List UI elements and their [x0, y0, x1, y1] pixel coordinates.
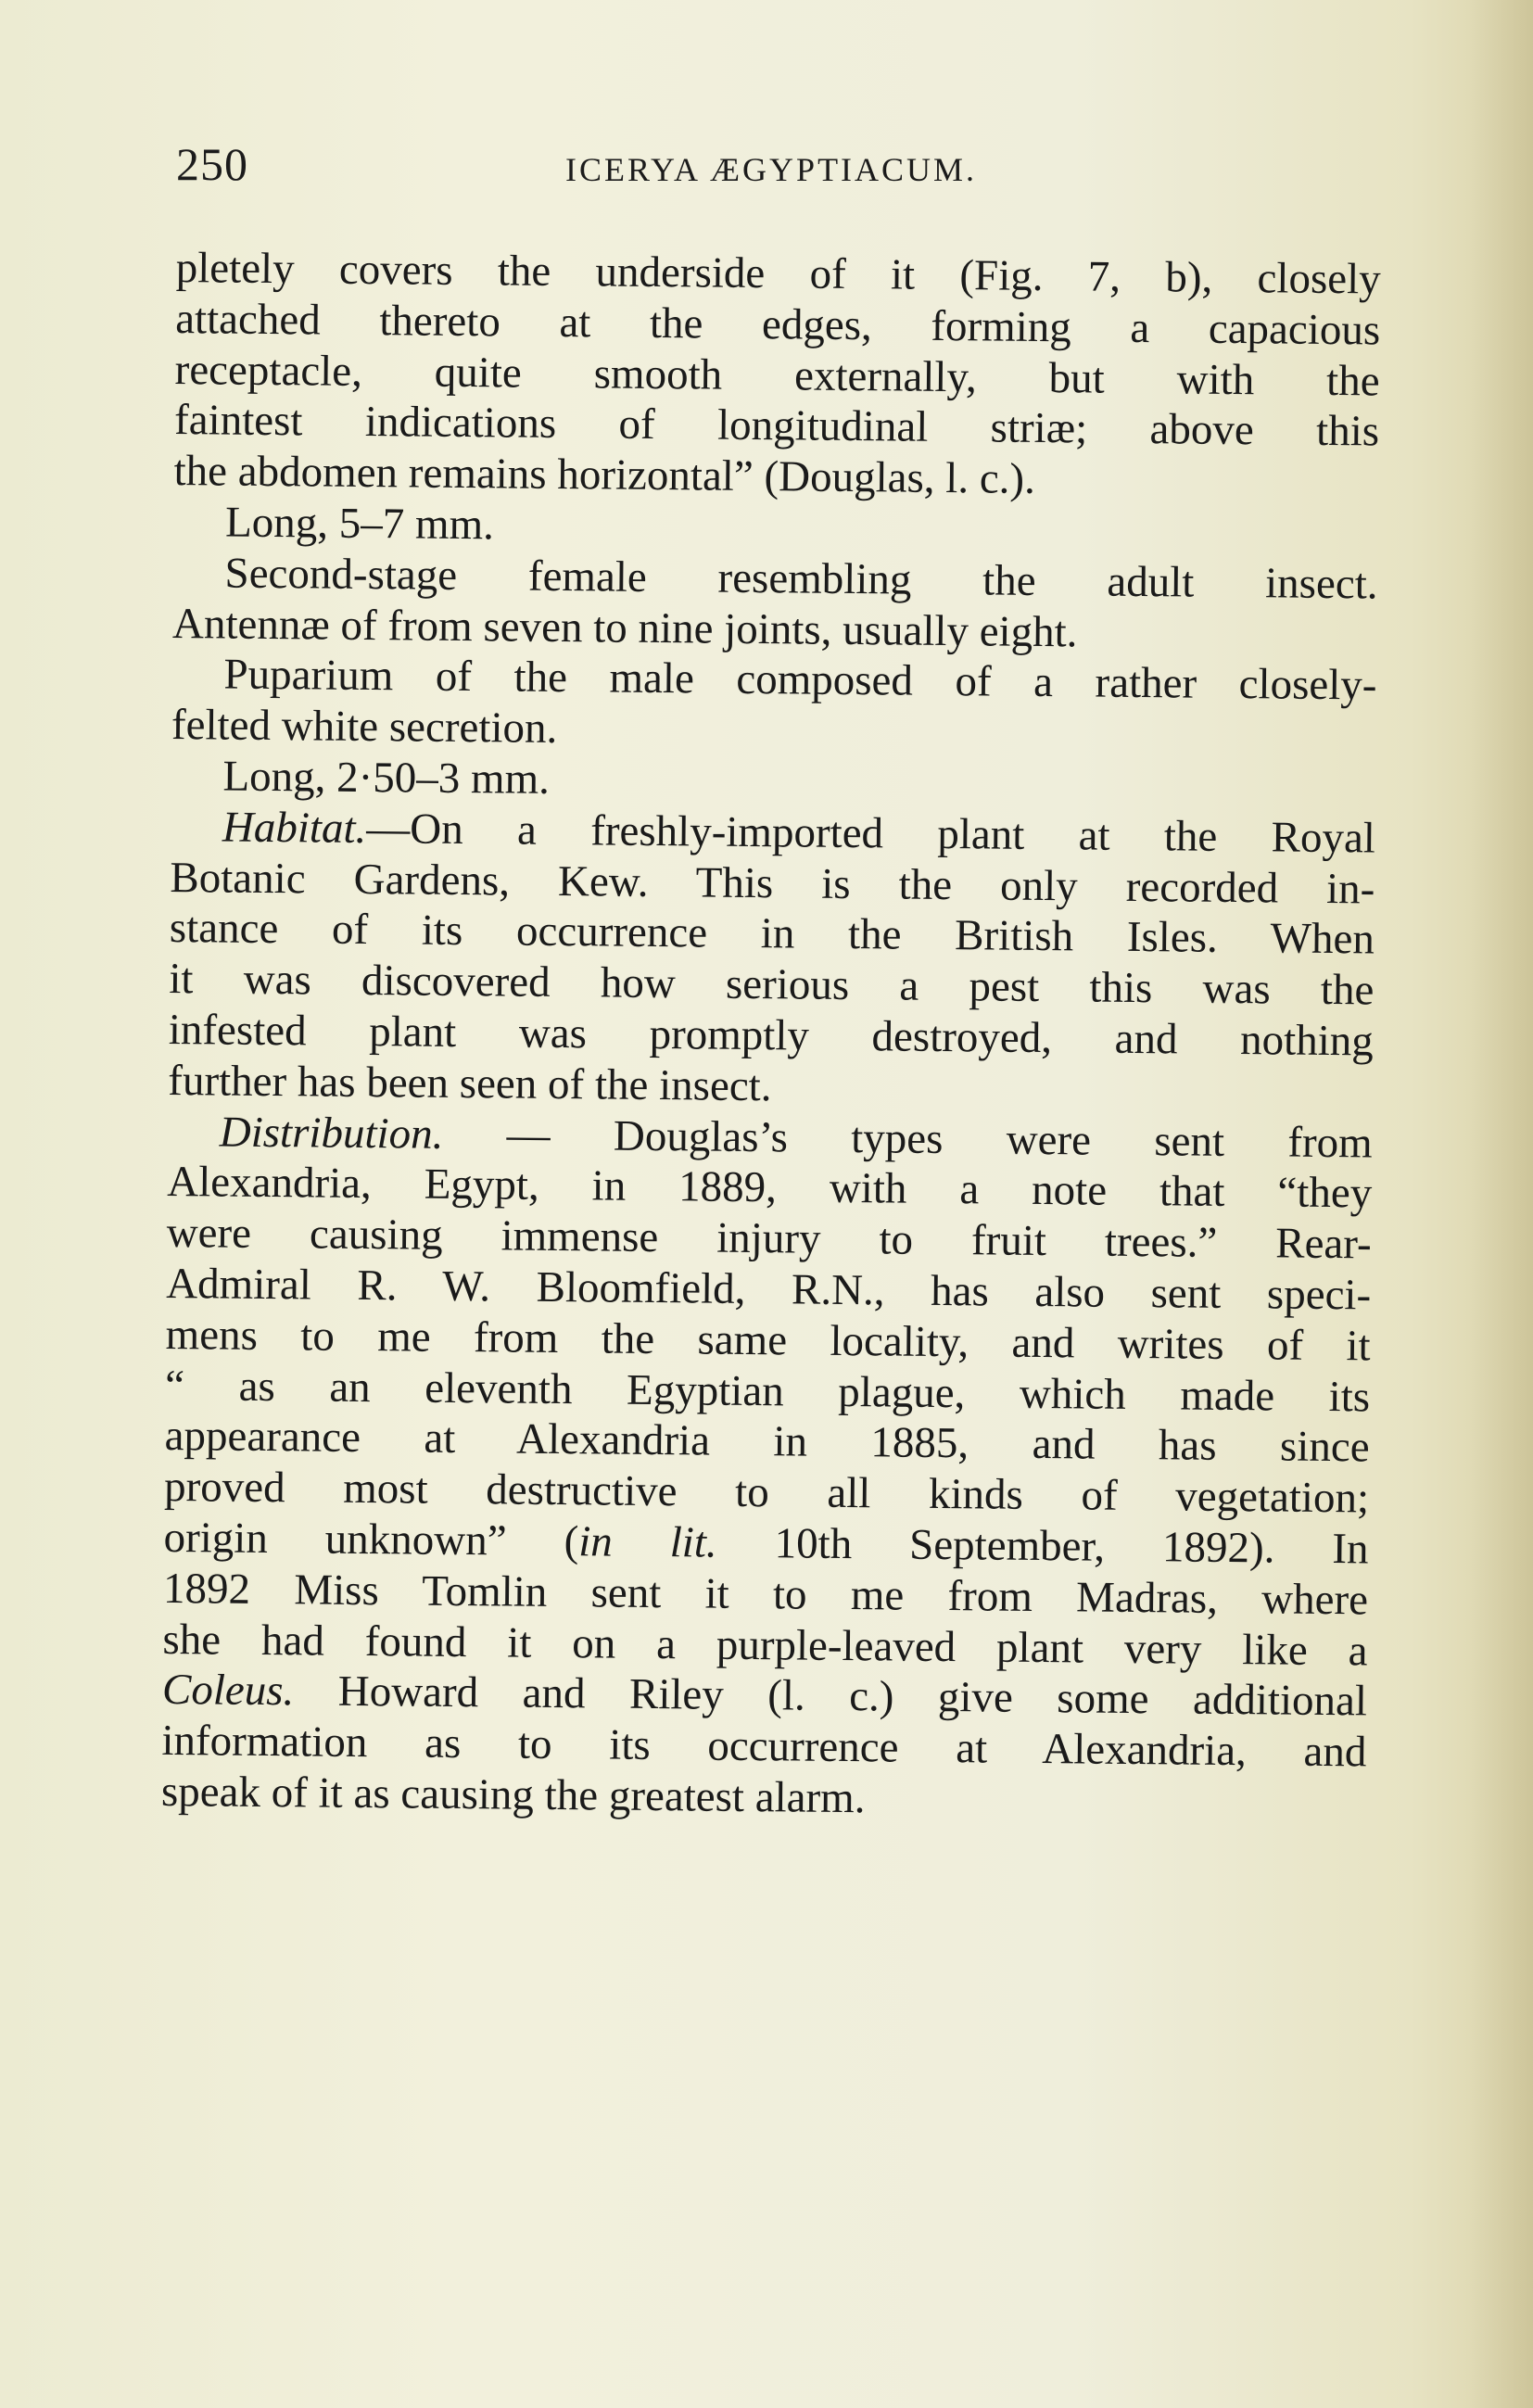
text-line: information as to its occurrence at Alexandria, and [161, 1717, 1367, 1777]
text-line: Antennæ of from seven to nine joints, usually eight. [171, 599, 1078, 656]
coleus-italic: Coleus. [161, 1666, 295, 1716]
origin-line-start: origin unknown” ( [163, 1513, 579, 1566]
text-line: Botanic Gardens, Kew. This is the only recorded in- [170, 853, 1375, 914]
text-line: Alexandria, Egypt, in 1889, with a note that “they [167, 1158, 1373, 1218]
paragraph-distribution [161, 1107, 1373, 1830]
text-line: Long, 5–7 mm. [224, 498, 495, 550]
text-line: faintest indications of longitudinal striæ; above this [173, 396, 1380, 456]
page-number: 250 [176, 138, 248, 190]
text-line: “ as an eleventh Egyptian plague, which made its [164, 1361, 1371, 1421]
text-line: the abdomen remains horizontal” (Douglas, l. c.). [173, 447, 1036, 504]
paragraph-puparium [171, 649, 1377, 762]
text-line: Second-stage female resembling the adult insect. [224, 549, 1378, 609]
running-header [176, 137, 1400, 202]
text-line: appearance at Alexandria in 1885, and has since [164, 1412, 1370, 1472]
text-line: pletely covers the underside of it (Fig. 7, b), closely [175, 243, 1381, 304]
text-line: felted white secretion. [171, 701, 558, 754]
text-line: proved most destructive to all kinds of vegetation; [163, 1463, 1370, 1523]
distribution-first-line: — Douglas’s types were sent from [443, 1109, 1373, 1167]
habitat-first-line: —On a freshly-imported plant at the Royal [366, 804, 1376, 863]
body-text [161, 243, 1381, 1829]
habitat-label: Habitat. [222, 803, 367, 853]
in-lit-italic: in lit. [577, 1517, 717, 1567]
text-line: Long, 2·50–3 mm. [222, 752, 551, 804]
text-line: attached thereto at the edges, forming a capacious [174, 294, 1381, 355]
text-line: Puparium of the male composed of a rather closely- [223, 650, 1377, 710]
text-line: Admiral R. W. Bloomfield, R.N., has also sent speci- [165, 1259, 1372, 1320]
text-line: 1892 Miss Tomlin sent it to me from Madras, where [162, 1564, 1369, 1625]
text-line: were causing immense injury to fruit trees.” Rear- [166, 1209, 1372, 1269]
text-line: further has been seen of the insect. [168, 1056, 772, 1110]
text-line: stance of its occurrence in the British Isles. When [169, 904, 1375, 964]
distribution-label: Distribution. [219, 1108, 444, 1159]
paragraph-habitat [168, 802, 1375, 1118]
origin-line-end: 10th September, 1892). In [716, 1518, 1369, 1574]
paragraph-second-stage [172, 548, 1378, 661]
text-line: receptacle, quite smooth externally, but with the [174, 345, 1380, 406]
text-line: infested plant was promptly destroyed, and nothing [168, 1005, 1375, 1066]
text-line: mens to me from the same locality, and writes of it [165, 1310, 1371, 1371]
running-title: ICERYA ÆGYPTIACUM. [565, 151, 978, 188]
paragraph-description-continued [173, 243, 1381, 508]
coleus-line-rest: Howard and Riley (l. c.) give some additional [294, 1667, 1368, 1726]
text-line: speak of it as causing the greatest alarm. [160, 1767, 866, 1823]
text-line: she had found it on a purple-leaved plant very like a [162, 1615, 1368, 1675]
page-edge-shading [1468, 0, 1533, 2408]
text-line: it was discovered how serious a pest this was the [169, 955, 1375, 1015]
